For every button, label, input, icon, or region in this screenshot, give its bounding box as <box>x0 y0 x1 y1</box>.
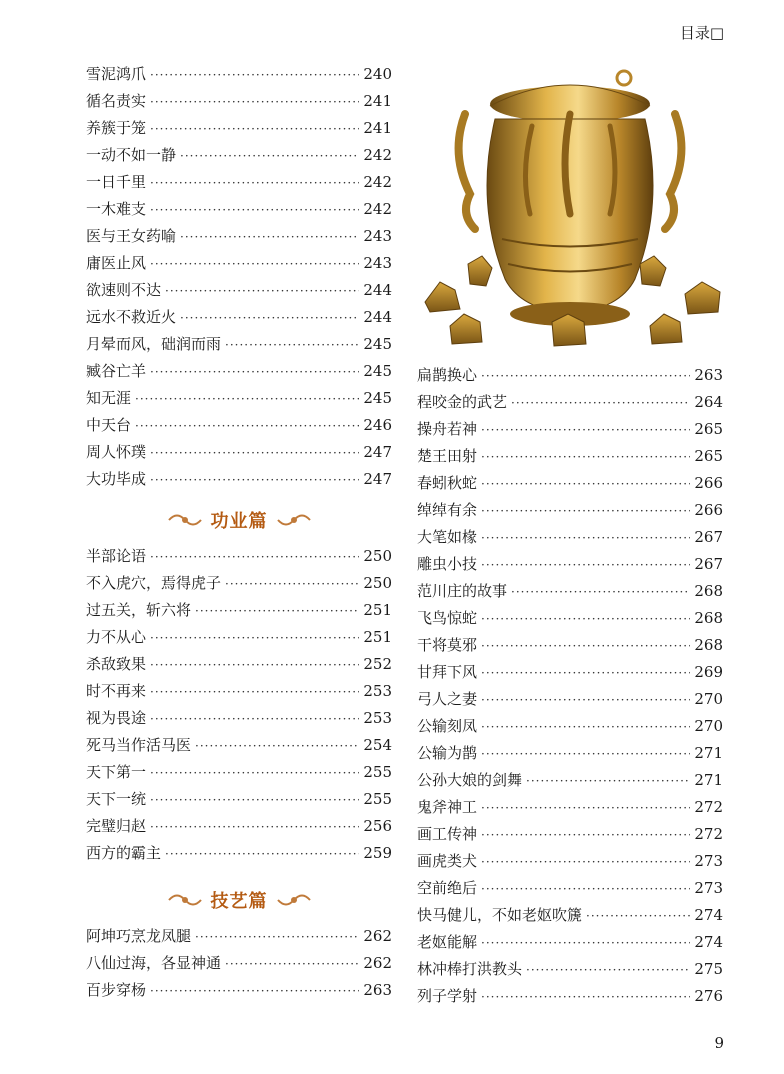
entry-title: 大笔如椽 <box>417 528 478 546</box>
entry-page-number: 270 <box>694 717 723 735</box>
entry-title: 范川庄的故事 <box>417 582 508 600</box>
entry-page-number: 262 <box>363 927 392 945</box>
section-title: 功业篇 <box>210 511 268 532</box>
dot-leader <box>481 369 690 383</box>
dot-leader <box>586 909 690 923</box>
toc-entry[interactable] <box>417 607 723 634</box>
entry-title: 西方的霸主 <box>86 844 162 862</box>
ornament-left-icon <box>167 889 203 911</box>
entry-title: 绰绰有余 <box>417 501 478 519</box>
entry-page-number: 245 <box>363 362 392 380</box>
dot-leader <box>165 284 359 298</box>
toc-entry[interactable] <box>86 333 392 360</box>
entry-title: 干将莫邪 <box>417 636 478 654</box>
dot-leader <box>165 847 359 861</box>
toc-entry[interactable] <box>86 387 392 414</box>
entry-page-number: 268 <box>694 582 723 600</box>
dot-leader <box>195 930 359 944</box>
entry-page-number: 273 <box>694 879 723 897</box>
entry-title: 一木难支 <box>86 200 147 218</box>
dot-leader <box>481 693 690 707</box>
dot-leader <box>481 477 690 491</box>
toc-entry[interactable] <box>86 626 392 653</box>
entry-page-number: 271 <box>694 771 723 789</box>
toc-entry[interactable] <box>86 468 392 495</box>
entry-title: 一日千里 <box>86 173 147 191</box>
toc-entry[interactable] <box>417 688 723 715</box>
entry-page-number: 255 <box>363 763 392 781</box>
ornament-left-icon <box>167 509 203 531</box>
entry-title: 甘拜下风 <box>417 663 478 681</box>
toc-entry[interactable] <box>86 414 392 441</box>
toc-entry[interactable] <box>86 441 392 468</box>
toc-entry[interactable] <box>417 823 723 850</box>
dot-leader <box>481 504 690 518</box>
dot-leader <box>150 122 359 136</box>
entry-page-number: 245 <box>363 389 392 407</box>
dot-leader <box>150 365 359 379</box>
entry-page-number: 273 <box>694 852 723 870</box>
toc-left-column <box>86 63 392 1006</box>
entry-title: 过五关，斩六将 <box>86 601 192 619</box>
toc-entry[interactable] <box>86 171 392 198</box>
entry-title: 养簇于笼 <box>86 119 147 137</box>
entry-title: 大功毕成 <box>86 470 147 488</box>
dot-leader <box>526 963 690 977</box>
dot-leader <box>150 658 359 672</box>
dot-leader <box>481 801 690 815</box>
dot-leader <box>150 473 359 487</box>
toc-entry[interactable] <box>86 815 392 842</box>
toc-entry[interactable] <box>86 734 392 761</box>
entry-page-number: 274 <box>694 933 723 951</box>
toc-entry[interactable] <box>417 850 723 877</box>
dot-leader <box>481 990 690 1004</box>
toc-entry[interactable] <box>86 252 392 279</box>
toc-entry[interactable] <box>417 985 723 1012</box>
entry-title: 八仙过海，各显神通 <box>86 954 222 972</box>
dot-leader <box>135 392 359 406</box>
dot-leader <box>225 338 359 352</box>
toc-entry[interactable] <box>417 499 723 526</box>
dot-leader <box>225 957 359 971</box>
dot-leader <box>481 423 690 437</box>
entry-page-number: 246 <box>363 416 392 434</box>
entry-page-number: 253 <box>363 682 392 700</box>
entry-title: 快马健儿，不如老妪吹篪 <box>417 906 583 924</box>
toc-entry[interactable] <box>417 904 723 931</box>
entry-page-number: 255 <box>363 790 392 808</box>
entry-page-number: 254 <box>363 736 392 754</box>
entry-title: 公输为鹊 <box>417 744 478 762</box>
entry-title: 力不从心 <box>86 628 147 646</box>
entry-title: 画虎类犬 <box>417 852 478 870</box>
dot-leader <box>180 230 359 244</box>
dot-leader <box>481 666 690 680</box>
dot-leader <box>150 793 359 807</box>
dot-leader <box>225 577 359 591</box>
toc-entry[interactable] <box>86 842 392 869</box>
toc-entry[interactable] <box>417 742 723 769</box>
entry-page-number: 262 <box>363 954 392 972</box>
entry-page-number: 244 <box>363 281 392 299</box>
toc-entry[interactable] <box>86 599 392 626</box>
entry-title: 百步穿杨 <box>86 981 147 999</box>
entry-title: 老妪能解 <box>417 933 478 951</box>
toc-entry[interactable] <box>417 877 723 904</box>
entry-title: 完璧归赵 <box>86 817 147 835</box>
dot-leader <box>150 712 359 726</box>
toc-entry[interactable] <box>417 769 723 796</box>
entry-title: 楚王田射 <box>417 447 478 465</box>
toc-entry[interactable] <box>417 553 723 580</box>
entry-page-number: 269 <box>694 663 723 681</box>
entry-title: 阿坤巧烹龙凤腿 <box>86 927 192 945</box>
ornament-right-icon <box>276 889 312 911</box>
entry-title: 杀敌致果 <box>86 655 147 673</box>
entry-title: 欲速则不达 <box>86 281 162 299</box>
toc-entry[interactable] <box>86 572 392 599</box>
toc-entry[interactable] <box>86 707 392 734</box>
entry-page-number: 244 <box>363 308 392 326</box>
entry-page-number: 259 <box>363 844 392 862</box>
toc-entry[interactable] <box>417 580 723 607</box>
toc-entry[interactable] <box>86 306 392 333</box>
dot-leader <box>511 396 690 410</box>
section-heading-jiyi <box>86 875 392 925</box>
entry-page-number: 270 <box>694 690 723 708</box>
entry-title: 天下第一 <box>86 763 147 781</box>
toc-entry[interactable] <box>86 761 392 788</box>
dot-leader <box>180 311 359 325</box>
dot-leader <box>150 95 359 109</box>
toc-entry[interactable] <box>417 526 723 553</box>
entry-title: 半部论语 <box>86 547 147 565</box>
entry-page-number: 242 <box>363 200 392 218</box>
entry-page-number: 242 <box>363 173 392 191</box>
dot-leader <box>150 685 359 699</box>
toc-entry[interactable] <box>86 925 392 952</box>
toc-entry[interactable] <box>86 117 392 144</box>
entry-title: 循名责实 <box>86 92 147 110</box>
dot-leader <box>150 766 359 780</box>
toc-entry[interactable] <box>86 279 392 306</box>
dot-leader <box>481 612 690 626</box>
entry-page-number: 242 <box>363 146 392 164</box>
dot-leader <box>481 747 690 761</box>
toc-entry[interactable] <box>417 472 723 499</box>
entry-page-number: 263 <box>694 366 723 384</box>
dot-leader <box>511 585 690 599</box>
toc-entry[interactable] <box>417 418 723 445</box>
dot-leader <box>195 739 359 753</box>
entry-page-number: 272 <box>694 798 723 816</box>
dot-leader <box>150 550 359 564</box>
toc-entry[interactable] <box>86 653 392 680</box>
entry-page-number: 266 <box>694 501 723 519</box>
page-number: 9 <box>714 1034 724 1052</box>
toc-entry[interactable] <box>417 661 723 688</box>
entry-page-number: 256 <box>363 817 392 835</box>
entry-title: 雪泥鸿爪 <box>86 65 147 83</box>
entry-page-number: 264 <box>694 393 723 411</box>
entry-title: 不入虎穴，焉得虎子 <box>86 574 222 592</box>
toc-entry[interactable] <box>417 364 723 391</box>
toc-entry[interactable] <box>417 958 723 985</box>
dot-leader <box>150 68 359 82</box>
toc-entry[interactable] <box>417 931 723 958</box>
entry-page-number: 266 <box>694 474 723 492</box>
toc-entry[interactable] <box>417 715 723 742</box>
entry-title: 飞鸟惊蛇 <box>417 609 478 627</box>
entry-title: 知无涯 <box>86 389 132 407</box>
toc-entry[interactable] <box>417 634 723 661</box>
entry-page-number: 272 <box>694 825 723 843</box>
dot-leader <box>150 631 359 645</box>
dot-leader <box>150 203 359 217</box>
section-title: 技艺篇 <box>210 891 268 912</box>
dot-leader <box>195 604 359 618</box>
entry-page-number: 252 <box>363 655 392 673</box>
toc-entry[interactable] <box>86 788 392 815</box>
dot-leader <box>481 639 690 653</box>
entry-title: 雕虫小技 <box>417 555 478 573</box>
dot-leader <box>481 828 690 842</box>
entry-title: 公输刻凤 <box>417 717 478 735</box>
toc-entry[interactable] <box>86 225 392 252</box>
entry-title: 空前绝后 <box>417 879 478 897</box>
dot-leader <box>481 882 690 896</box>
entry-page-number: 267 <box>694 555 723 573</box>
entry-page-number: 250 <box>363 574 392 592</box>
entry-title: 月晕而风，础润而雨 <box>86 335 222 353</box>
entry-page-number: 275 <box>694 960 723 978</box>
running-header: 目录□ <box>679 24 724 42</box>
toc-entry[interactable] <box>417 796 723 823</box>
dot-leader <box>481 720 690 734</box>
toc-entry[interactable] <box>86 90 392 117</box>
toc-entry[interactable] <box>86 952 392 979</box>
entry-page-number: 245 <box>363 335 392 353</box>
entry-page-number: 276 <box>694 987 723 1005</box>
entry-page-number: 250 <box>363 547 392 565</box>
entry-page-number: 247 <box>363 470 392 488</box>
entry-page-number: 251 <box>363 601 392 619</box>
entry-page-number: 247 <box>363 443 392 461</box>
dot-leader <box>481 531 690 545</box>
entry-title: 林冲棒打洪教头 <box>417 960 523 978</box>
entry-title: 扁鹊换心 <box>417 366 478 384</box>
entry-title: 画工传神 <box>417 825 478 843</box>
entry-title: 视为畏途 <box>86 709 147 727</box>
toc-entry[interactable] <box>86 545 392 572</box>
entry-title: 远水不救近火 <box>86 308 177 326</box>
entry-page-number: 253 <box>363 709 392 727</box>
toc-entry[interactable] <box>86 680 392 707</box>
dot-leader <box>150 446 359 460</box>
dot-leader <box>180 149 359 163</box>
entry-page-number: 268 <box>694 636 723 654</box>
ornament-right-icon <box>276 509 312 531</box>
entry-page-number: 263 <box>363 981 392 999</box>
entry-title: 公孙大娘的剑舞 <box>417 771 523 789</box>
toc-right-column <box>417 364 723 1012</box>
entry-title: 弓人之妻 <box>417 690 478 708</box>
entry-title: 时不再来 <box>86 682 147 700</box>
dot-leader <box>135 419 359 433</box>
entry-title: 一动不如一静 <box>86 146 177 164</box>
entry-title: 操舟若神 <box>417 420 478 438</box>
entry-title: 春蚓秋蛇 <box>417 474 478 492</box>
toc-entry[interactable] <box>417 445 723 472</box>
dot-leader <box>150 257 359 271</box>
entry-page-number: 268 <box>694 609 723 627</box>
entry-page-number: 243 <box>363 227 392 245</box>
entry-title: 鬼斧神工 <box>417 798 478 816</box>
entry-page-number: 251 <box>363 628 392 646</box>
entry-title: 周人怀璞 <box>86 443 147 461</box>
toc-entry[interactable] <box>86 979 392 1006</box>
dot-leader <box>150 820 359 834</box>
dot-leader <box>481 450 690 464</box>
entry-page-number: 240 <box>363 65 392 83</box>
entry-title: 列子学射 <box>417 987 478 1005</box>
toc-entry[interactable] <box>86 144 392 171</box>
entry-title: 天下一统 <box>86 790 147 808</box>
entry-title: 中天台 <box>86 416 132 434</box>
entry-title: 程咬金的武艺 <box>417 393 508 411</box>
seismoscope-illustration <box>420 64 730 360</box>
dot-leader <box>526 774 690 788</box>
dot-leader <box>481 936 690 950</box>
entry-page-number: 241 <box>363 119 392 137</box>
dot-leader <box>481 558 690 572</box>
dot-leader <box>150 984 359 998</box>
toc-entry[interactable] <box>417 391 723 418</box>
entry-title: 庸医止风 <box>86 254 147 272</box>
toc-entry[interactable] <box>86 360 392 387</box>
section-heading-gongye <box>86 495 392 545</box>
entry-page-number: 274 <box>694 906 723 924</box>
entry-page-number: 265 <box>694 420 723 438</box>
entry-title: 死马当作活马医 <box>86 736 192 754</box>
toc-entry[interactable] <box>86 63 392 90</box>
entry-page-number: 265 <box>694 447 723 465</box>
dot-leader <box>150 176 359 190</box>
entry-page-number: 267 <box>694 528 723 546</box>
entry-page-number: 241 <box>363 92 392 110</box>
entry-page-number: 243 <box>363 254 392 272</box>
entry-title: 臧谷亡羊 <box>86 362 147 380</box>
toc-entry[interactable] <box>86 198 392 225</box>
entry-page-number: 271 <box>694 744 723 762</box>
entry-title: 医与王女药喻 <box>86 227 177 245</box>
dot-leader <box>481 855 690 869</box>
